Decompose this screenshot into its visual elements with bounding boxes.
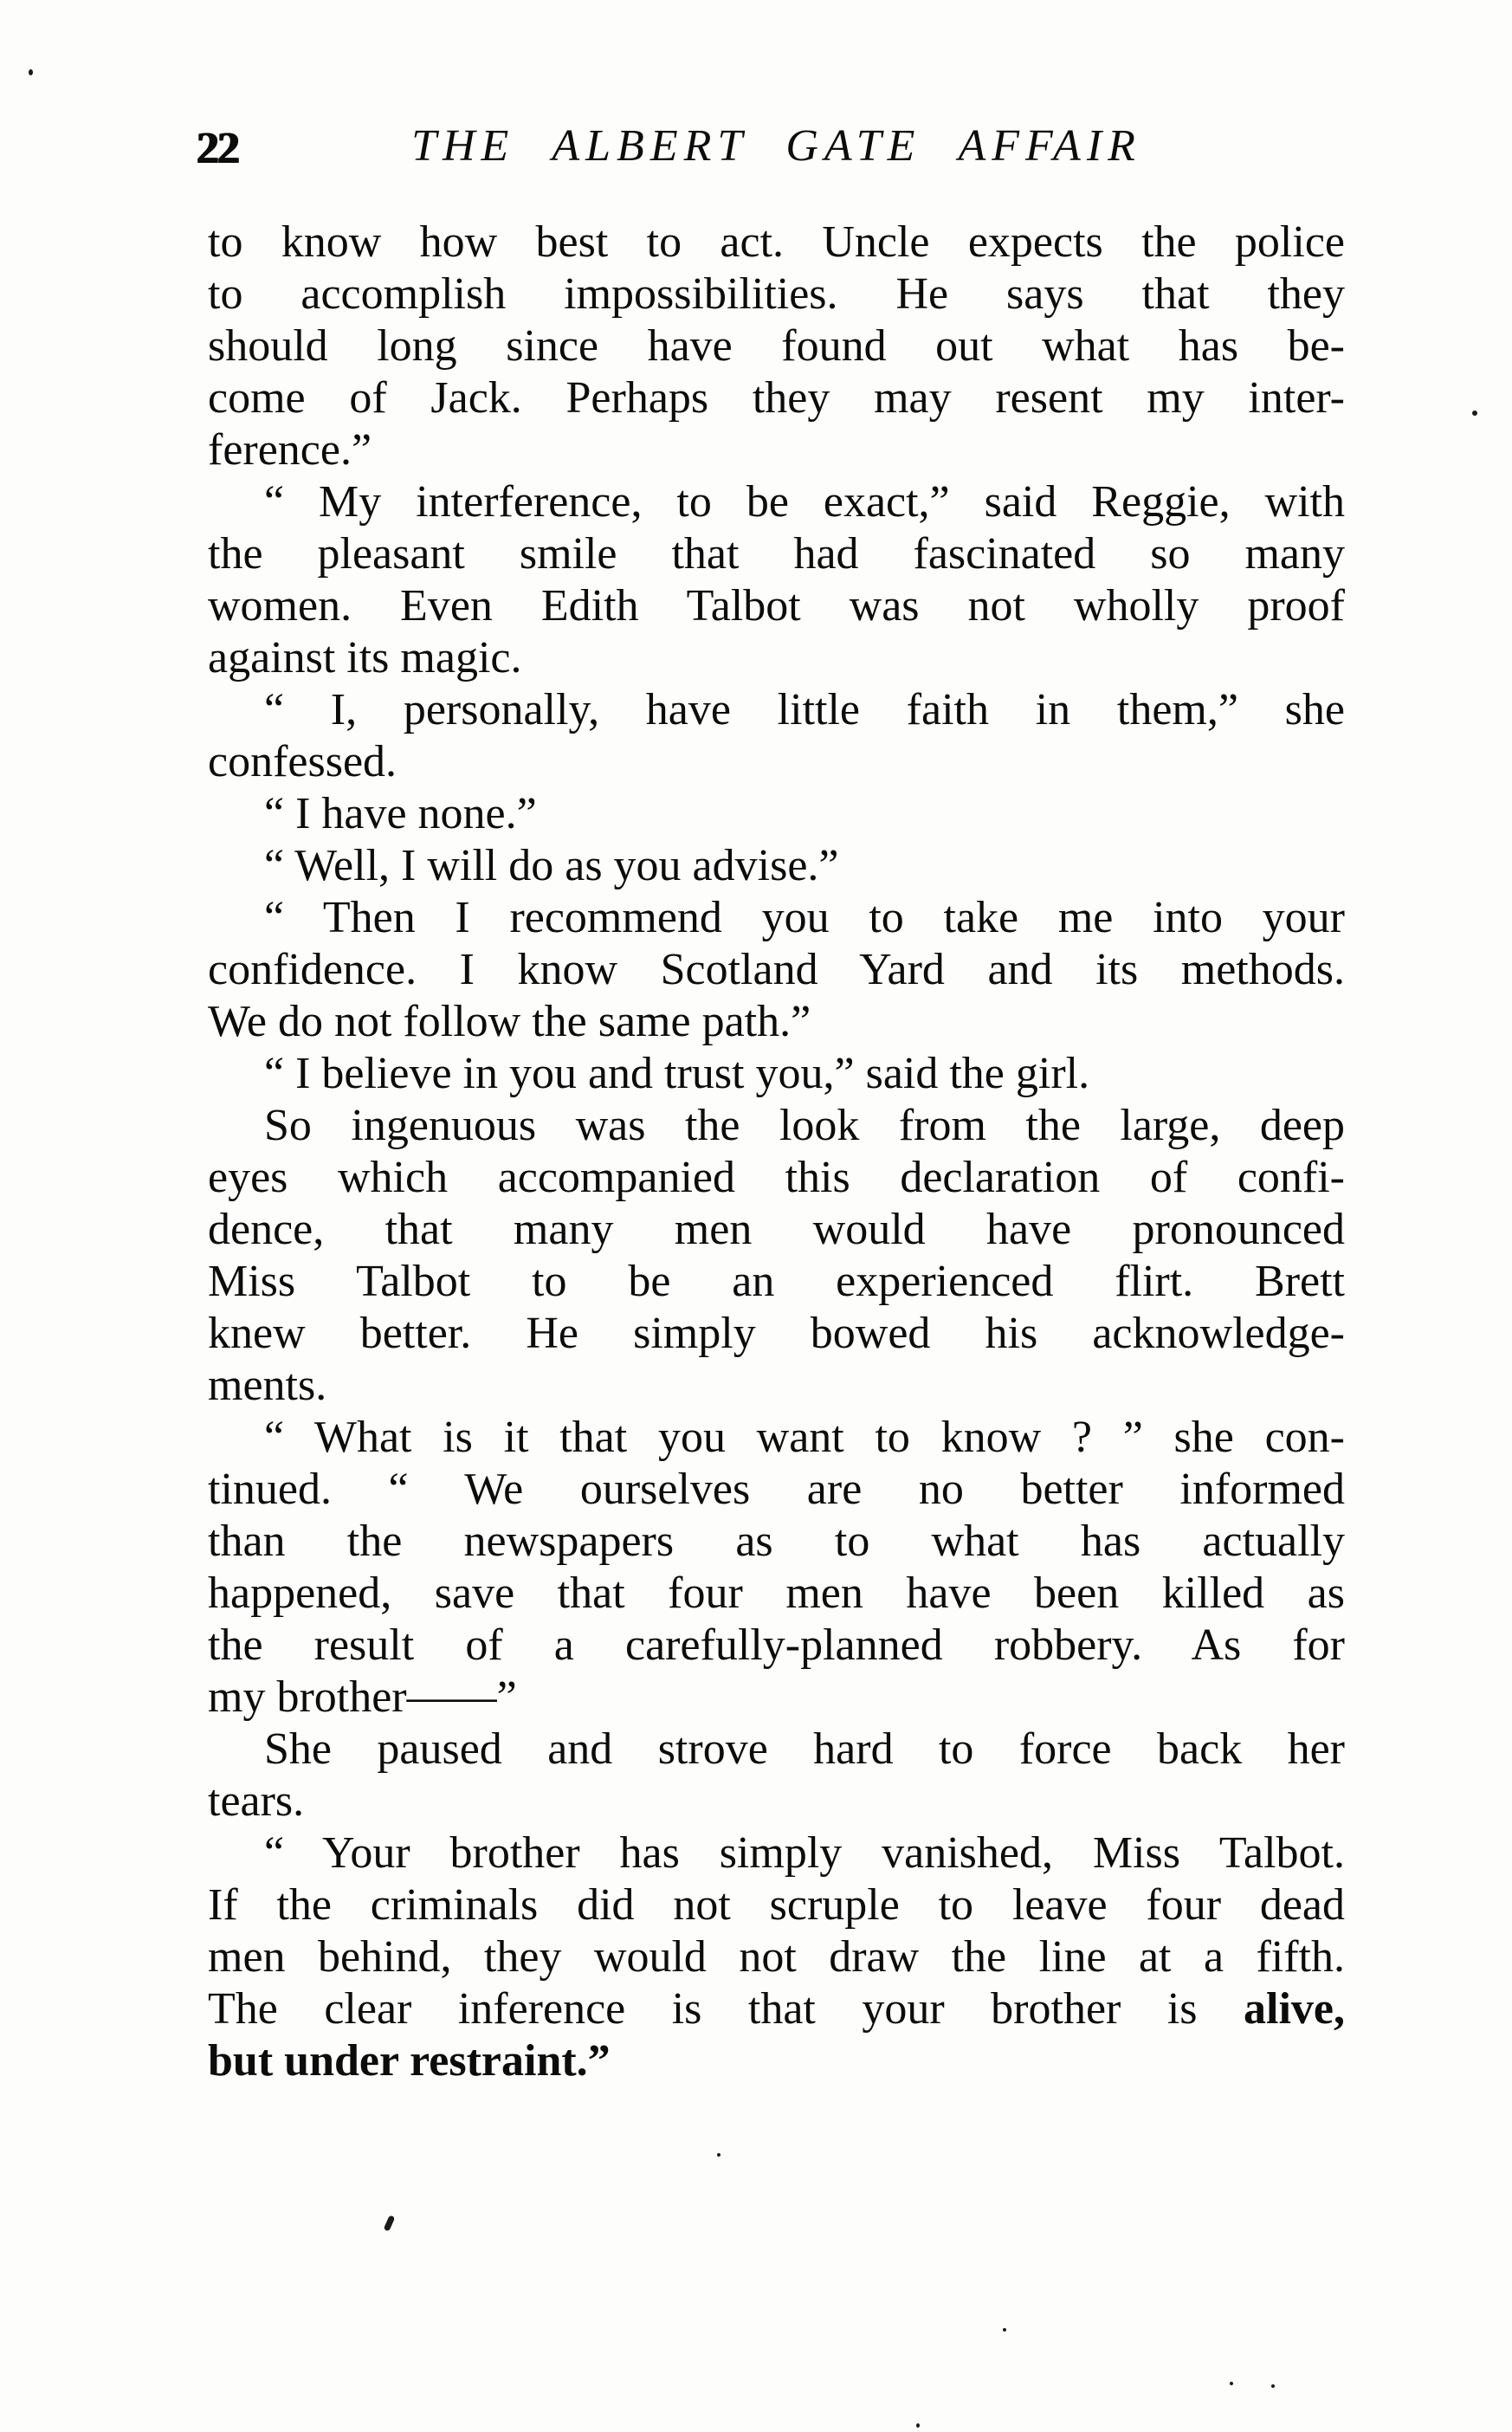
text-line: than the newspapers as to what has actually (208, 1517, 1345, 1566)
text-line: ference.” (208, 425, 372, 475)
text-line: We do not follow the same path.” (208, 997, 811, 1046)
ink-speck (1271, 2384, 1275, 2388)
text-line: come of Jack. Perhaps they may resent my inter- (208, 373, 1345, 423)
heavy-text: alive, (1244, 1984, 1345, 2034)
text-line: “ Then I recommend you to take me into your (264, 893, 1345, 942)
ink-speck (1230, 2382, 1233, 2385)
text-line: Miss Talbot to be an experienced flirt. Brett (208, 1257, 1345, 1306)
ink-speck (29, 69, 33, 75)
text-line: “ My interference, to be exact,” said Reggie, with (264, 477, 1345, 527)
text-line: ments. (208, 1361, 327, 1410)
text-line: dence, that many men would have pronounced (208, 1205, 1345, 1254)
text-line: confessed. (208, 737, 397, 786)
text-line: to know how best to act. Uncle expects the police (208, 217, 1345, 267)
text-line: knew better. He simply bowed his acknowledge- (208, 1309, 1345, 1358)
text-line: men behind, they would not draw the line at a fifth. (208, 1932, 1345, 1982)
text-line: against its magic. (208, 633, 522, 682)
text-line: “ Well, I will do as you advise.” (264, 841, 839, 890)
text-line: She paused and strove hard to force back her (264, 1724, 1345, 1774)
ink-speck (717, 2153, 720, 2157)
text-line: happened, save that four men have been killed as (208, 1569, 1345, 1618)
ink-speck (1472, 411, 1477, 416)
page-number: 22 (196, 124, 237, 173)
text-line: the result of a carefully-planned robbery. As for (208, 1620, 1345, 1670)
page-header (196, 120, 1345, 180)
text-line: If the criminals did not scruple to leave four dead (208, 1880, 1345, 1930)
text-line: So ingenuous was the look from the large, deep (264, 1101, 1345, 1150)
text-line: “ I have none.” (264, 789, 537, 838)
body-text (208, 217, 1345, 2087)
text-line: my brother——” (208, 1672, 517, 1722)
text-line: to accomplish impossibilities. He says that they (208, 269, 1345, 319)
running-title: THE ALBERT GATE AFFAIR (411, 121, 1141, 171)
text-line: eyes which accompanied this declaration of confi- (208, 1153, 1345, 1202)
text-line: “ Your brother has simply vanished, Miss Talbot. (264, 1828, 1345, 1878)
text-line: “ What is it that you want to know ? ” she con- (264, 1413, 1345, 1462)
text-line: “ I believe in you and trust you,” said the girl. (264, 1049, 1090, 1098)
ink-speck (384, 2215, 396, 2231)
text-line: women. Even Edith Talbot was not wholly proof (208, 581, 1345, 631)
text-line: confidence. I know Scotland Yard and its methods. (208, 945, 1345, 994)
text-line: but under restraint.” (208, 2036, 611, 2086)
text-line: “ I, personally, have little faith in them,” she (264, 685, 1345, 734)
text-line: The clear inference is that your brother is alive, (208, 1984, 1345, 2034)
text-line: tears. (208, 1776, 305, 1826)
text-line: should long since have found out what has be- (208, 321, 1345, 371)
ink-speck (1003, 2328, 1006, 2332)
text-line: the pleasant smile that had fascinated so many (208, 529, 1345, 579)
ink-speck (916, 2423, 920, 2428)
text-line: tinued. “ We ourselves are no better informed (208, 1465, 1345, 1514)
